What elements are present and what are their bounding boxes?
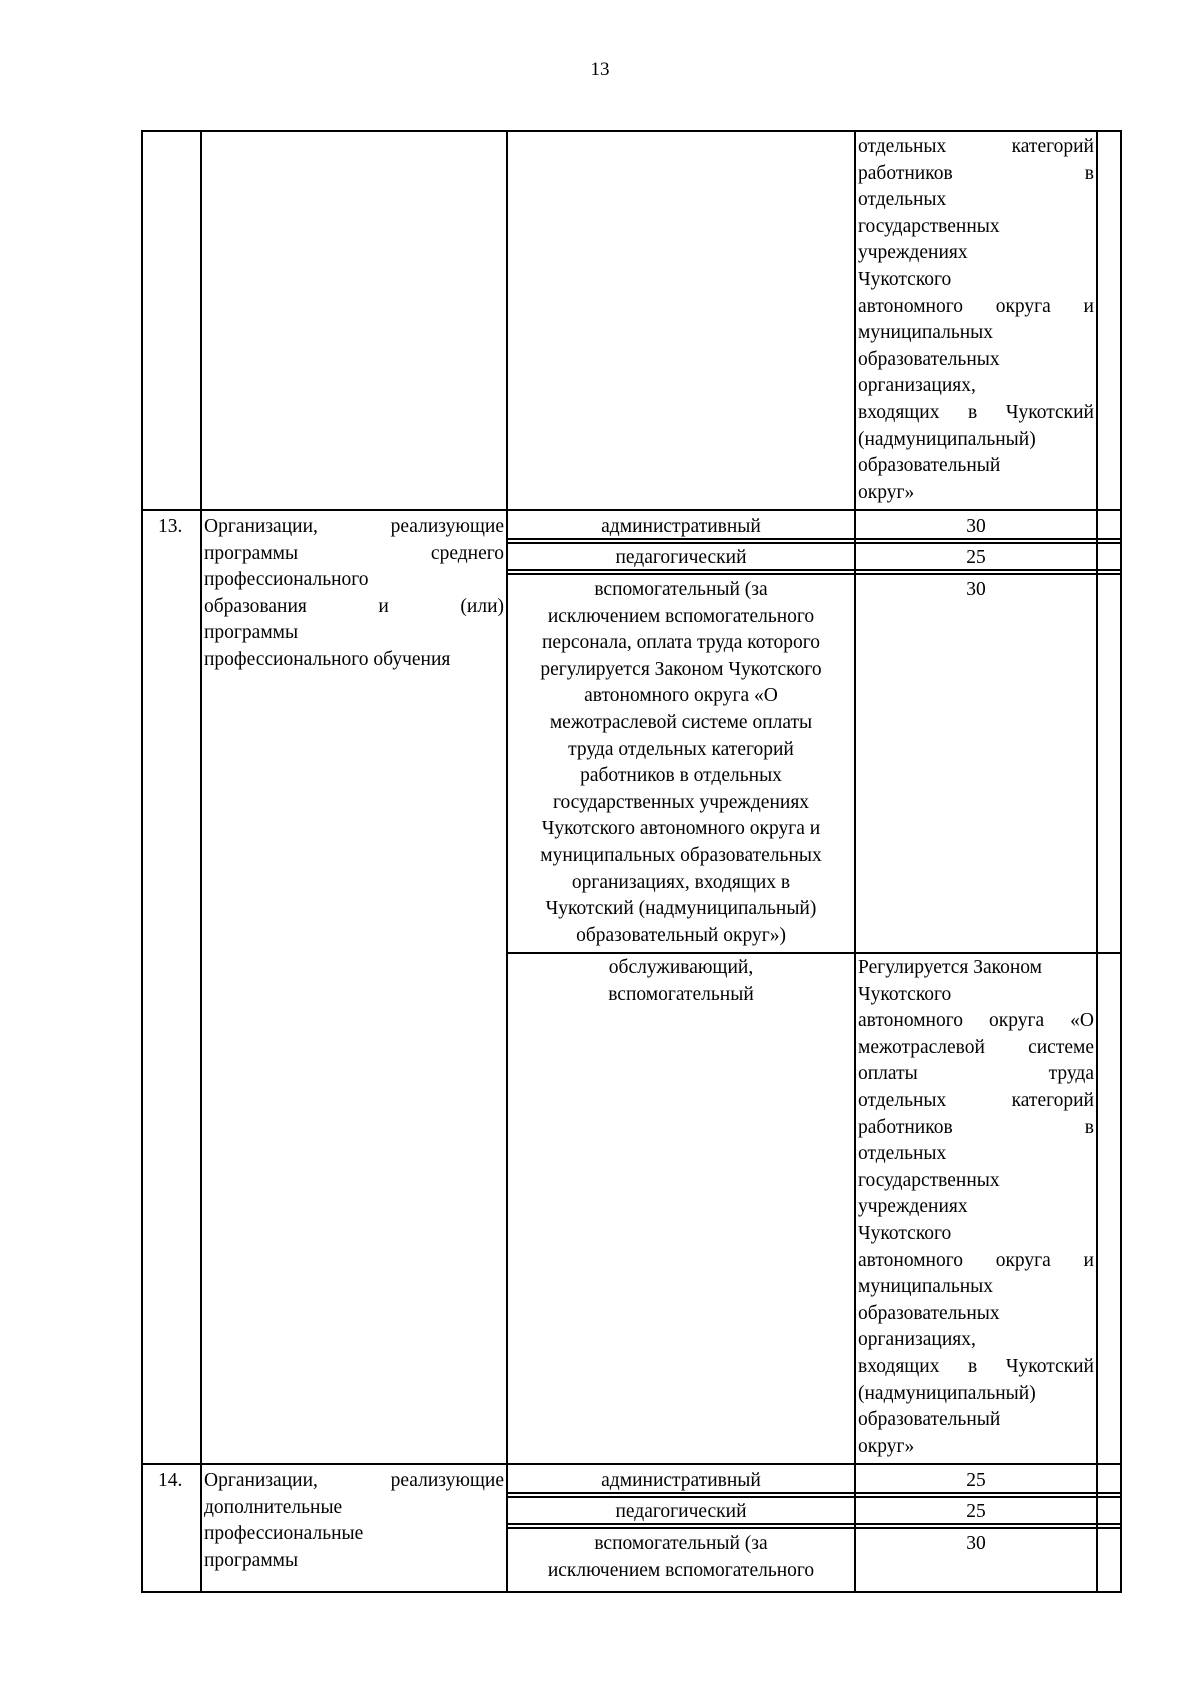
row13-pedagog-top-line	[506, 542, 1122, 544]
row14-pedagog-value: 25	[966, 1501, 986, 1522]
row14-admin-value: 25	[966, 1470, 986, 1491]
row13-service-basis-text: Регулируется Законом Чукотского автономного округа «О межотраслевой системе оплаты труда отдельных категорий работников в отдельных государственных учреждениях Чукотского автономного округа и муниципальных образовательных организациях, входящих в Чукотский (надмуниципальный) образовательный округ»	[858, 957, 1094, 1457]
row14-admin-category: административный	[601, 1470, 761, 1491]
row13-pedagog-value: 25	[966, 547, 986, 568]
row14-number: 14.	[158, 1470, 183, 1491]
row13-service-top-line	[506, 952, 1122, 954]
row13-number: 13.	[158, 516, 183, 537]
row14-aux-value: 30	[966, 1533, 986, 1554]
table-border-top	[141, 130, 1122, 132]
row13-top-line	[141, 509, 1122, 511]
table-divider-col3	[854, 130, 856, 1593]
table-border-left	[141, 130, 143, 1593]
row13-pedagog-category: педагогический	[615, 547, 747, 568]
row13-aux-category: вспомогательный (за исключением вспомогательного персонала, оплата труда которого регулируется Законом Чукотского автономного округа «О межотраслевой системе оплаты труда отдельных категорий работников в отдельных государственных учреждениях Чукотского автономного округа и муниципальных образовательных организациях, входящих в Чукотский (надмуниципальный) образовательный округ»)	[540, 579, 822, 946]
row13-admin-value: 30	[966, 516, 986, 537]
row13-admin-category: административный	[601, 516, 761, 537]
row13-aux-top-line	[506, 573, 1122, 575]
row13-aux-value: 30	[966, 579, 986, 600]
row13-service-category: обслуживающий, вспомогательный	[608, 957, 754, 1005]
table-border-bottom	[141, 1591, 1122, 1593]
continuation-basis-text: отдельных категорий работников в отдельных государственных учреждениях Чукотского автономного округа и муниципальных образовательных организациях, входящих в Чукотский (надмуниципальный) образовательный округ»	[858, 136, 1094, 503]
table-border-right	[1120, 130, 1122, 1593]
row14-pedagog-category: педагогический	[615, 1501, 747, 1522]
table-divider-col1	[200, 130, 202, 1593]
row14-aux-top-line	[506, 1527, 1122, 1529]
row13-organization: Организации, реализующие программы среднего профессионального образования и (или) программы профессионального обучения	[204, 516, 504, 670]
page-number: 13	[590, 59, 610, 80]
row14-pedagog-top-line	[506, 1496, 1122, 1498]
row14-top-line	[141, 1463, 1122, 1465]
row14-organization: Организации, реализующие дополнительные профессиональные программы	[204, 1470, 504, 1571]
row14-aux-category: вспомогательный (за исключением вспомогательного	[547, 1533, 815, 1581]
table-divider-col4	[1096, 130, 1098, 1593]
